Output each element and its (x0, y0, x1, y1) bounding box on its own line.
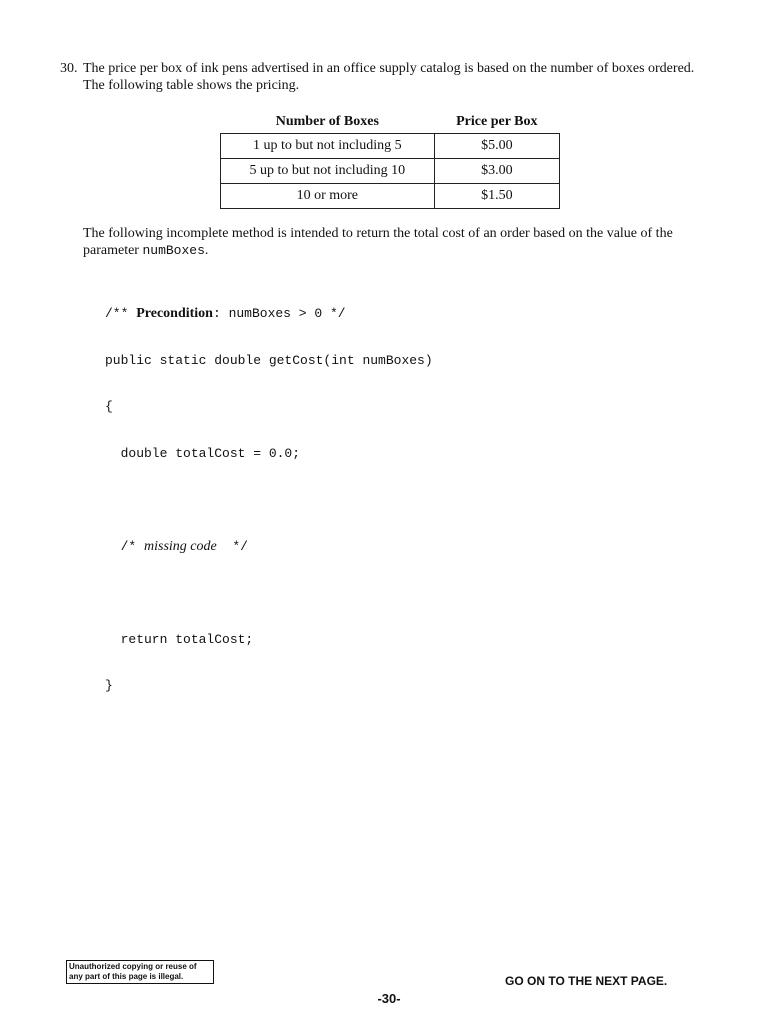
question-line-2: The following table shows the pricing. (83, 78, 300, 93)
precondition-label: Precondition (136, 306, 213, 321)
header-number-of-boxes: Number of Boxes (275, 114, 379, 129)
code-close-brace: } (105, 678, 113, 693)
copyright-line-1: Unauthorized copying or reuse of (69, 962, 197, 971)
question-stem (83, 60, 710, 94)
intro-param-prefix: parameter (83, 243, 143, 258)
code-return-line: return totalCost; (105, 631, 254, 647)
copyright-line-2: any part of this page is illegal. (69, 972, 184, 981)
missing-close: */ (216, 538, 248, 554)
code-open-brace: { (105, 399, 113, 414)
table-cell-price: $3.00 (434, 159, 559, 184)
table-cell-price: $5.00 (434, 134, 559, 159)
code-missing-line (105, 539, 433, 555)
missing-open: /* (105, 538, 145, 554)
code-comment-open: /** (105, 306, 137, 321)
code-blank-line (105, 585, 433, 601)
copyright-notice (66, 960, 214, 984)
intro-period: . (204, 243, 209, 258)
code-declaration-line: double totalCost = 0.0; (105, 445, 301, 461)
missing-code-label: missing code (144, 538, 217, 554)
table-row (221, 134, 560, 159)
method-intro (83, 225, 703, 259)
table-row (221, 184, 560, 209)
intro-param-name: numBoxes (142, 243, 205, 258)
code-block (105, 275, 433, 725)
code-signature-line: public static double getCost(int numBoxes) (105, 352, 433, 368)
table-cell-boxes: 5 up to but not including 10 (221, 159, 435, 184)
table-cell-boxes: 10 or more (221, 184, 435, 209)
question-number: 30. (60, 61, 78, 76)
header-price-per-box: Price per Box (456, 114, 538, 129)
page-number: -30- (377, 991, 401, 1006)
pricing-table (220, 111, 560, 209)
code-blank-line (105, 492, 433, 508)
go-on-next-page: GO ON TO THE NEXT PAGE. (505, 974, 668, 988)
intro-line-2 (83, 242, 703, 259)
code-precondition-line (105, 306, 433, 322)
table-cell-price: $1.50 (434, 184, 559, 209)
table-row (221, 159, 560, 184)
question-30 (60, 60, 710, 94)
precondition-rest: : numBoxes > 0 */ (212, 306, 346, 321)
table-cell-boxes: 1 up to but not including 5 (221, 134, 435, 159)
pricing-table-header (221, 111, 560, 134)
intro-line-1: The following incomplete method is intended to return the total cost of an order based on the value of the (83, 226, 673, 241)
question-line-1: The price per box of ink pens advertised in an office supply catalog is based on the number of boxes ordered. (83, 61, 695, 76)
